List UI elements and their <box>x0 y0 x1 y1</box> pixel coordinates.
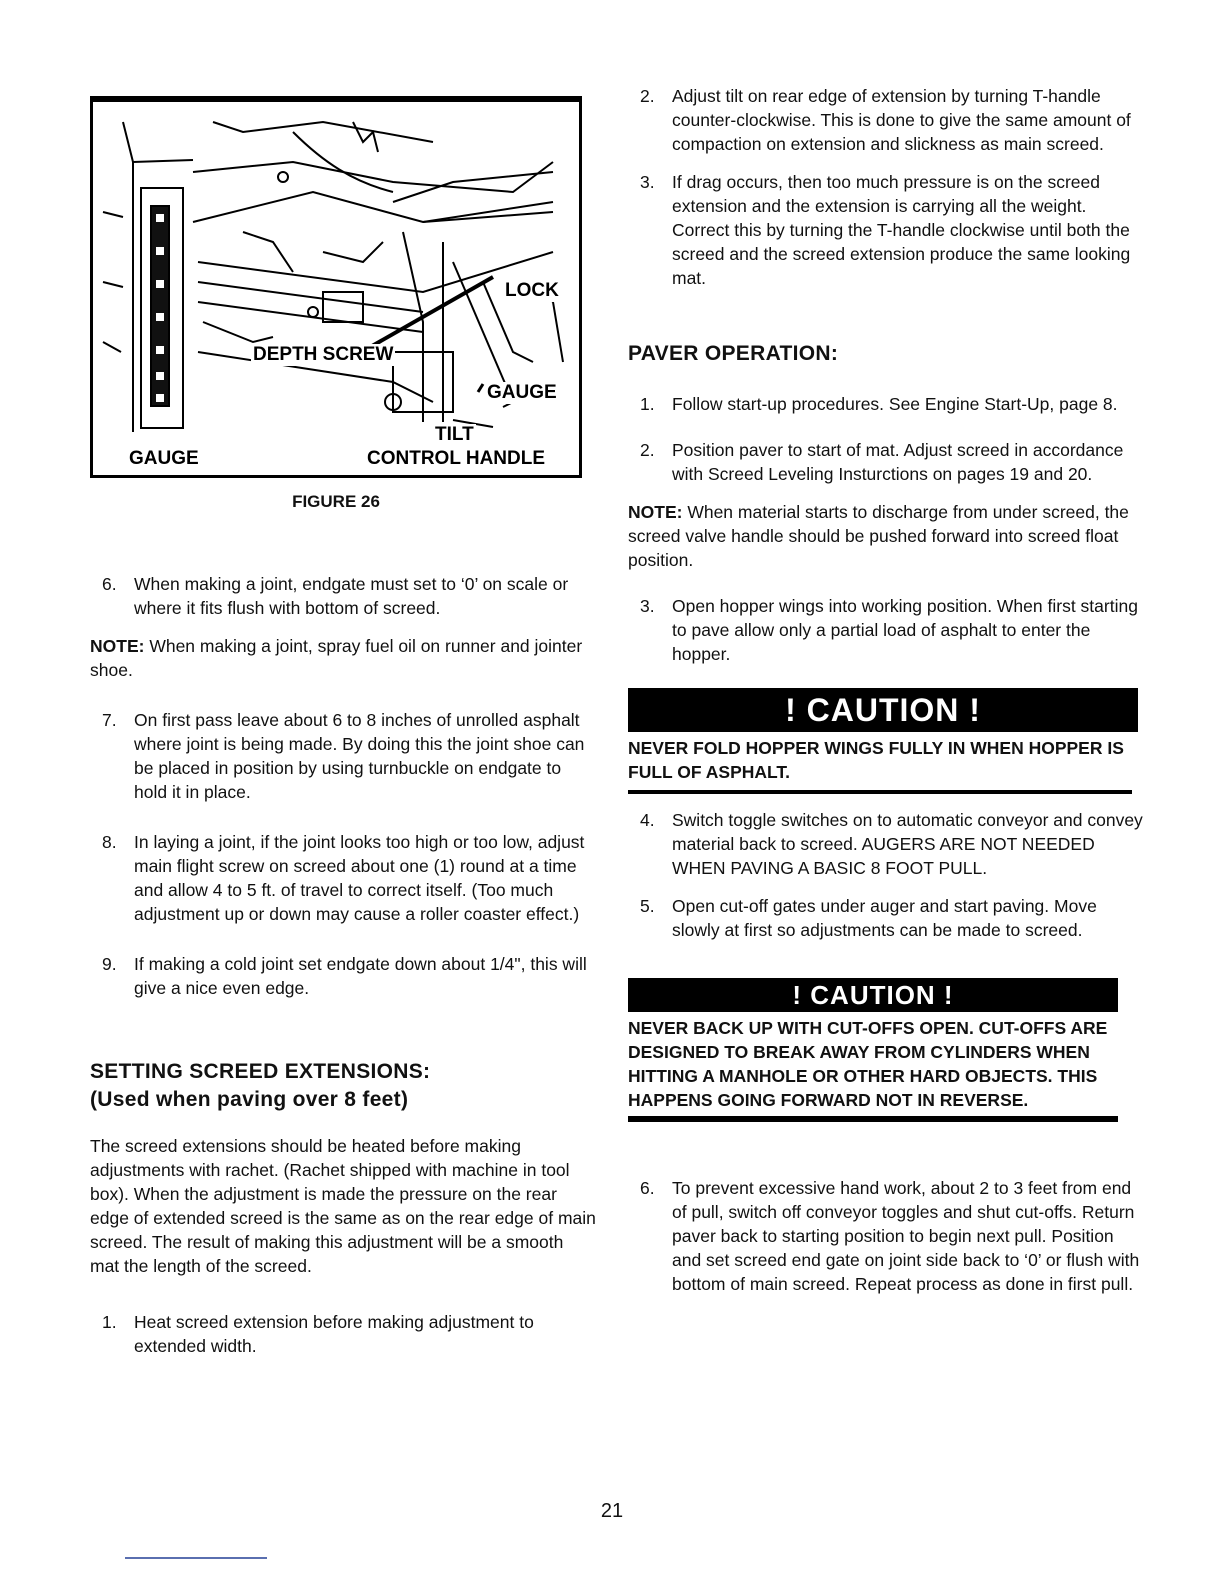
label-lock: LOCK <box>505 280 559 301</box>
section-heading: PAVER OPERATION: <box>628 342 839 365</box>
figure-caption: FIGURE 26 <box>292 492 380 511</box>
list-item: 1. Heat screed extension before making adjustment to extended width. <box>102 1312 534 1356</box>
right-column <box>628 84 1144 1296</box>
list-item: 3. Open hopper wings into working position. When first starting to pave allow only a partial load of asphalt to enter the hopper. <box>640 596 1138 664</box>
scale-mark: 0 <box>157 395 163 405</box>
figure-26-illustration <box>90 96 582 478</box>
label-gauge-right: GAUGE <box>487 382 557 403</box>
page-number: 21 <box>600 1500 624 1522</box>
list-item: 8. In laying a joint, if the joint looks too high or too low, adjust main flight screw on screed about one (1) round at a time and allow 4 to 5 ft. of travel to correct itself. (Too much adjustment up or down may cause a roller coaster effect.) <box>102 832 585 924</box>
scale-mark: 2 <box>157 347 163 357</box>
caution-banner: ! CAUTION ! <box>628 978 1118 1012</box>
label-control-handle: CONTROL HANDLE <box>367 448 546 469</box>
note: NOTE: When material starts to discharge from under screed, the screed valve handle should be pushed forward into screed float position. <box>628 502 1129 570</box>
list-item: 7. On first pass leave about 6 to 8 inches of unrolled asphalt where joint is being made. By doing this the joint shoe can be placed in position by using turnbuckle on endgate to hold it in place. <box>102 710 585 802</box>
label-tilt: TILT <box>435 424 474 445</box>
scale-mark: 1 <box>157 373 163 383</box>
caution-text: NEVER FOLD HOPPER WINGS FULLY IN WHEN HOPPER IS FULL OF ASPHALT. <box>628 738 1124 782</box>
footer-rule <box>125 1557 267 1559</box>
list-item: 4. Switch toggle switches on to automatic conveyor and convey material back to screed. AUGERS ARE NOT NEEDED WHEN PAVING A BASIC 8 FOOT PULL. <box>640 810 1143 878</box>
list-item: 5. Open cut-off gates under auger and start paving. Move slowly at first so adjustments can be made to screed. <box>640 896 1097 940</box>
list-item: 1. Follow start-up procedures. See Engine Start-Up, page 8. <box>640 394 1118 414</box>
section-subheading: (Used when paving over 8 feet) <box>90 1088 409 1111</box>
scale-mark: 5 <box>157 248 163 258</box>
caution-banner: ! CAUTION ! <box>628 688 1138 732</box>
left-column <box>90 96 596 1358</box>
list-item: 6. When making a joint, endgate must set to ‘0’ on scale or where it fits flush with bottom of screed. <box>102 574 569 618</box>
paragraph: The screed extensions should be heated before making adjustments with rachet. (Rachet shipped with machine in tool box). When the adjustment is made the pressure on the rear edge of extended screed is the same as on the rear edge of main screed. The result of making this adjustment will be a smooth mat the length of the screed. <box>90 1136 596 1276</box>
scale-mark: 6 <box>157 215 163 225</box>
scale-mark: 3 <box>157 314 163 324</box>
list-item: 9. If making a cold joint set endgate down about 1/4", this will give a nice even edge. <box>102 954 587 998</box>
scale-mark: 4 <box>157 281 163 291</box>
label-depth-screw: DEPTH SCREW <box>253 344 394 365</box>
note: NOTE: When making a joint, spray fuel oil on runner and jointer shoe. <box>90 636 583 680</box>
list-item: 3. If drag occurs, then too much pressure is on the screed extension and the extension is carrying all the weight. Correct this by turning the T-handle clockwise until both the screed and the screed extension produce the same looking mat. <box>640 172 1131 288</box>
list-item: 6. To prevent excessive hand work, about 2 to 3 feet from end of pull, switch off conveyor toggles and shut cut-offs. Return paver back to starting position to begin next pull. Position and set screed end gate on joint side back to ‘0’ or flush with bottom of main screed. Repeat process as done in first pull. <box>640 1178 1140 1294</box>
caution-text: NEVER BACK UP WITH CUT-OFFS OPEN. CUT-OFFS ARE DESIGNED TO BREAK AWAY FROM CYLINDERS WHEN HITTING A MANHOLE OR OTHER HARD OBJECTS. THIS HAPPENS GOING FORWARD NOT IN REVERSE. <box>628 1018 1108 1110</box>
list-item: 2. Position paver to start of mat. Adjust screed in accordance with Screed Leveling Insturctions on pages 19 and 20. <box>640 440 1124 484</box>
list-item: 2. Adjust tilt on rear edge of extension by turning T-handle counter-clockwise. This is done to give the same amount of compaction on extension and slickness as main screed. <box>640 86 1131 154</box>
label-gauge-left: GAUGE <box>129 448 199 469</box>
section-heading: SETTING SCREED EXTENSIONS: <box>90 1060 431 1083</box>
